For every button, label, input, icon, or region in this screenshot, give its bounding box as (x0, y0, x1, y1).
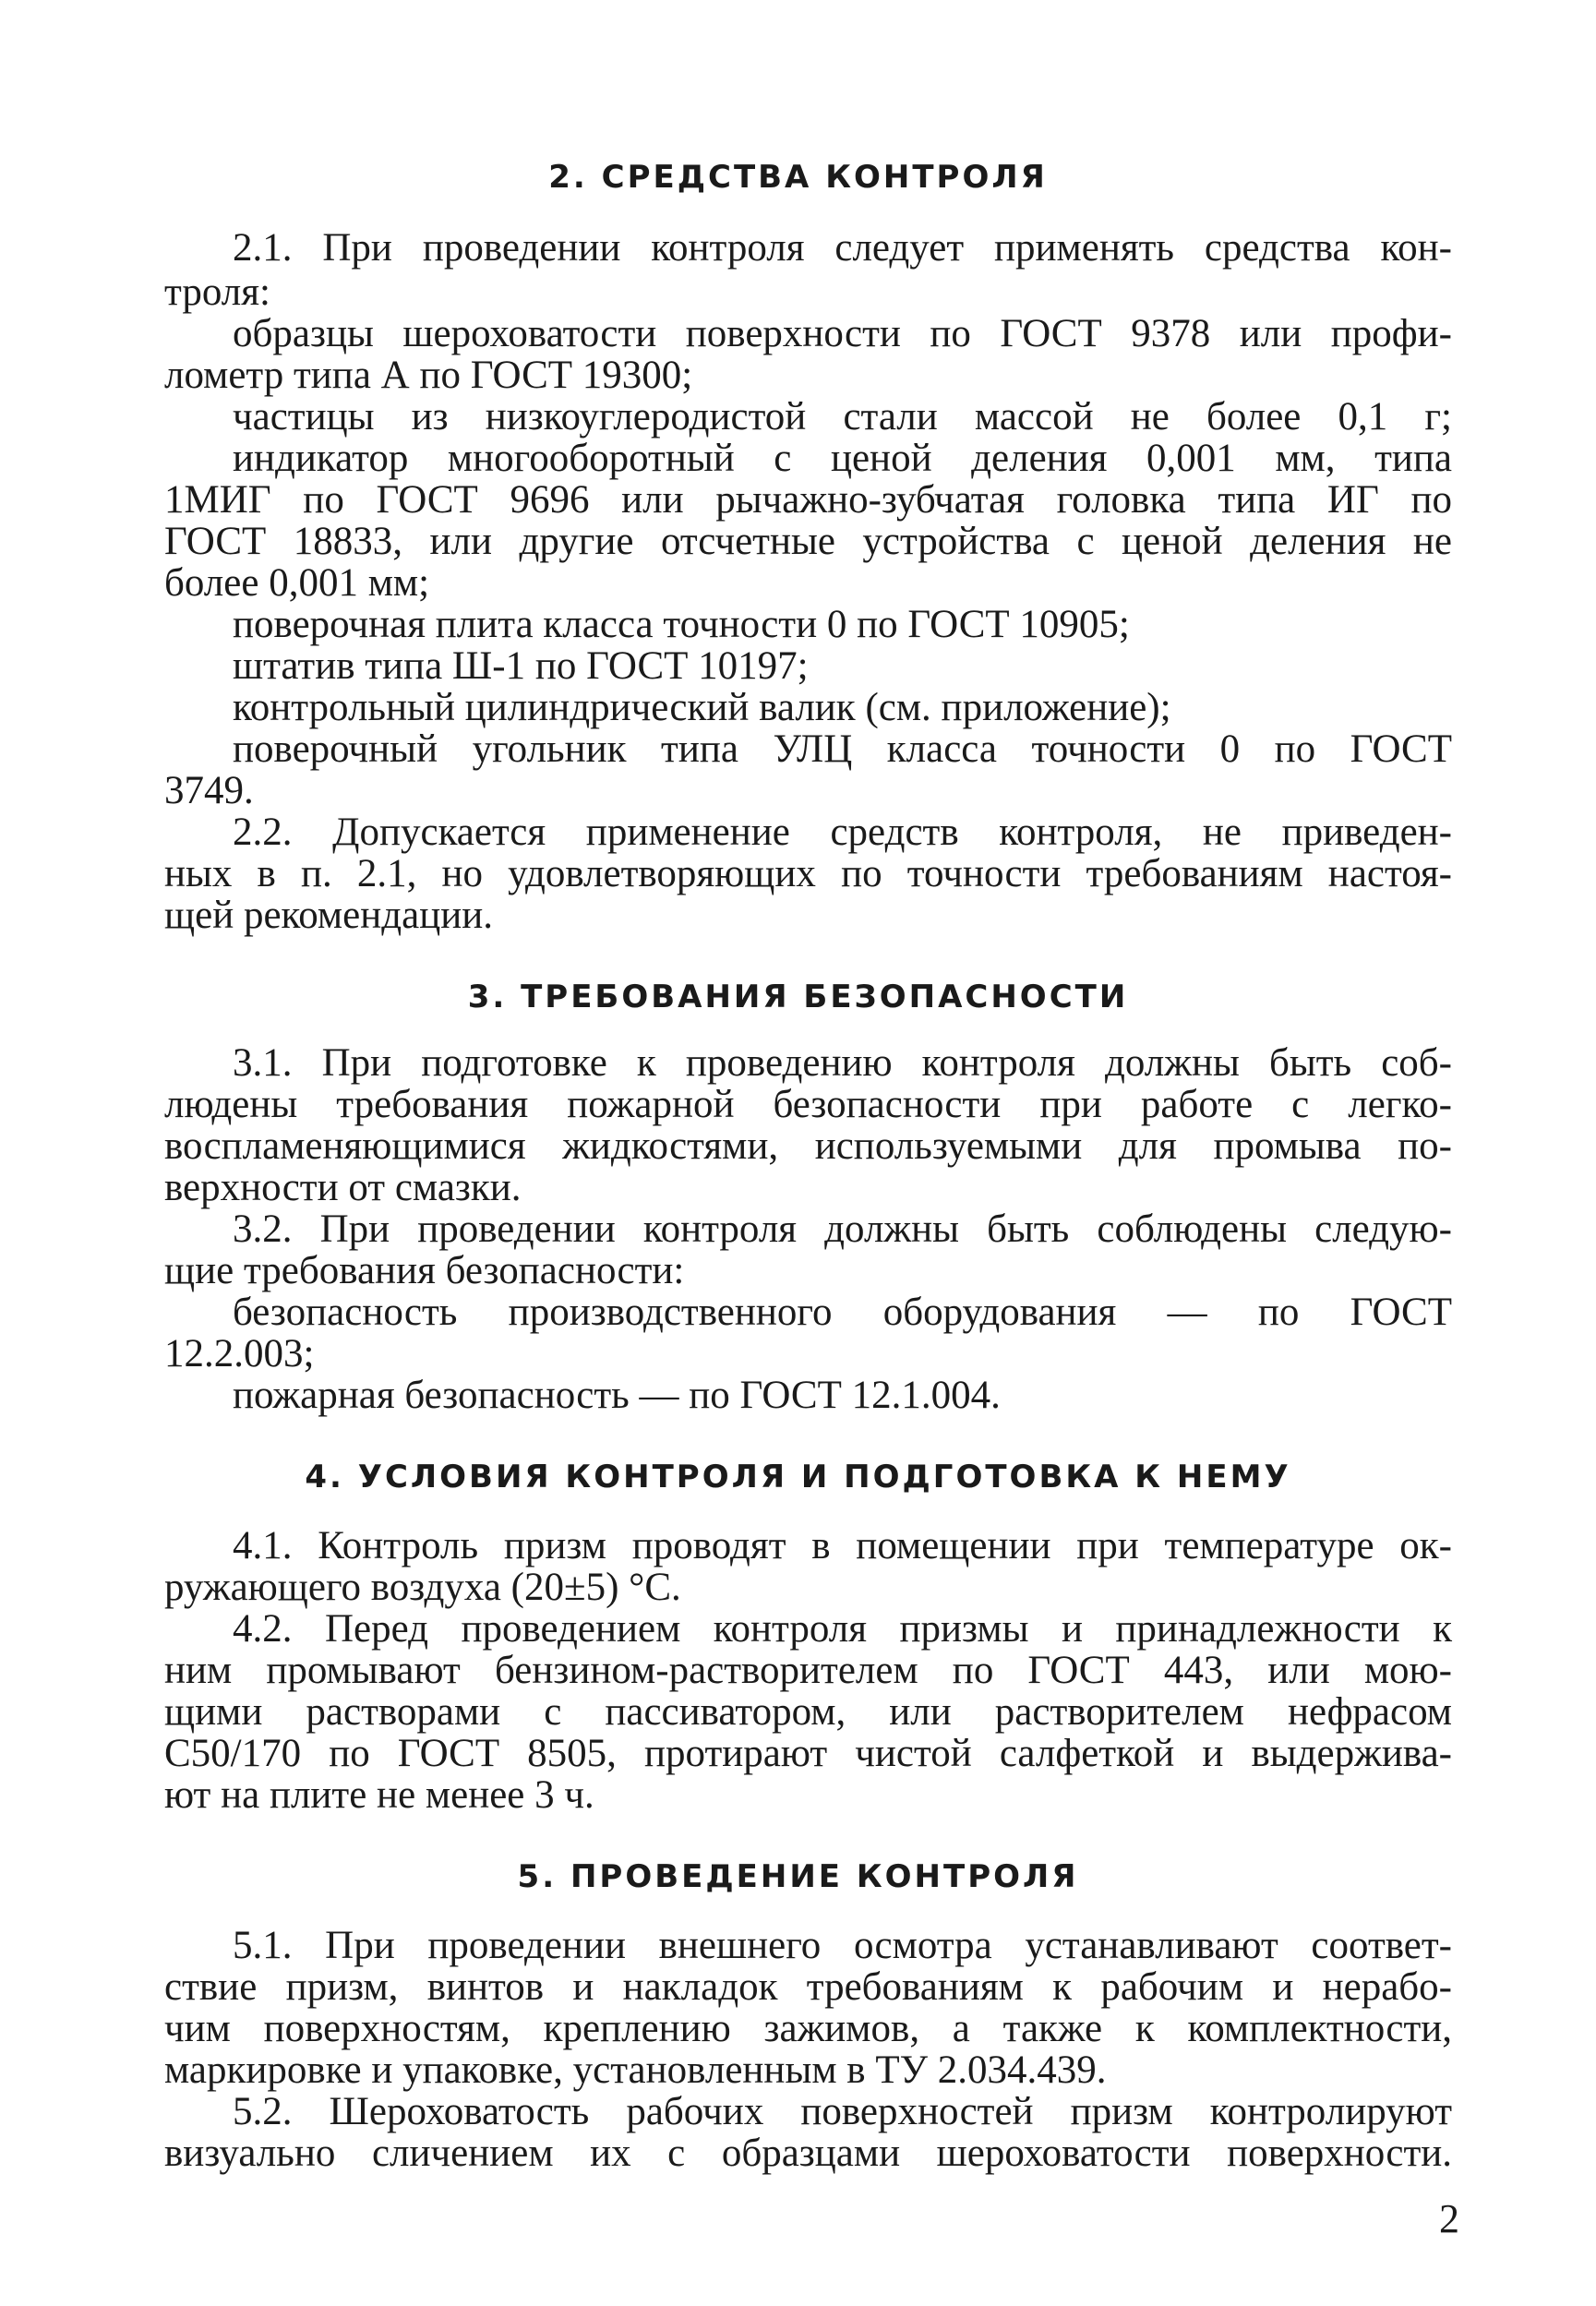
page-number: 2 (1439, 2196, 1459, 2241)
paragraph-line: щими растворами с пассиватором, или растворителем нефрасом (164, 1690, 1452, 1734)
paragraph-line: чим поверхностям, креплению зажимов, а также к комплектности, (164, 2007, 1452, 2050)
paragraph-line: штатив типа Ш-1 по ГОСТ 10197; (233, 644, 809, 688)
section-2-heading: 2. СРЕДСТВА КОНТРОЛЯ (548, 159, 1048, 196)
paragraph-line: С50/170 по ГОСТ 8505, протирают чистой салфеткой и выдержива- (164, 1732, 1452, 1775)
paragraph-line: 1МИГ по ГОСТ 9696 или рычажно-зубчатая головка типа ИГ по (164, 478, 1452, 522)
paragraph-line: верхности от смазки. (164, 1166, 522, 1209)
paragraph-line: 4.1. Контроль призм проводят в помещении при температуре ок- (233, 1524, 1452, 1567)
paragraph-line: 4.2. Перед проведением контроля призмы и принадлежности к (233, 1607, 1452, 1651)
section-5-heading: 5. ПРОВЕДЕНИЕ КОНТРОЛЯ (517, 1858, 1079, 1895)
paragraph-line: ним промывают бензином-растворителем по ГОСТ 443, или мою- (164, 1649, 1452, 1692)
paragraph-line: маркировке и упаковке, установленным в ТУ 2.034.439. (164, 2048, 1107, 2092)
paragraph-line: частицы из низкоуглеродистой стали массой не более 0,1 г; (233, 395, 1452, 438)
paragraph-line: поверочная плита класса точности 0 по ГОСТ 10905; (233, 603, 1130, 646)
paragraph-line: ных в п. 2.1, но удовлетворяющих по точности требованиям настоя- (164, 852, 1452, 895)
paragraph-line: пожарная безопасность — по ГОСТ 12.1.004. (233, 1374, 1001, 1417)
paragraph-line: контрольный цилиндрический валик (см. приложение); (233, 686, 1171, 729)
section-4-heading: 4. УСЛОВИЯ КОНТРОЛЯ И ПОДГОТОВКА К НЕМУ (305, 1459, 1291, 1495)
paragraph-line: поверочный угольник типа УЛЦ класса точности 0 по ГОСТ (233, 727, 1452, 771)
paragraph-line: людены требования пожарной безопасности при работе с легко- (164, 1083, 1452, 1126)
paragraph-line: индикатор многооборотный с ценой деления 0,001 мм, типа (233, 437, 1452, 480)
paragraph-line: 2.2. Допускается применение средств контроля, не приведен- (233, 811, 1452, 854)
paragraph-line: щей рекомендации. (164, 894, 493, 937)
paragraph-line: ют на плите не менее 3 ч. (164, 1773, 594, 1817)
paragraph-line: 2.1. При проведении контроля следует применять средства кон- (233, 226, 1452, 270)
paragraph-line: щие требования безопасности: (164, 1249, 685, 1292)
paragraph-line: 3749. (164, 769, 254, 812)
paragraph-line: троля: (164, 270, 270, 314)
paragraph-line: ствие призм, винтов и накладок требованиям к рабочим и нерабо- (164, 1965, 1452, 2009)
paragraph-line: лометр типа А по ГОСТ 19300; (164, 354, 693, 397)
paragraph-line: воспламеняющимися жидкостями, используемыми для промыва по- (164, 1124, 1452, 1168)
paragraph-line: 5.2. Шероховатость рабочих поверхностей призм контролируют (233, 2090, 1452, 2133)
paragraph-line: ГОСТ 18833, или другие отсчетные устройства с ценой деления не (164, 520, 1452, 563)
paragraph-line: 5.1. При проведении внешнего осмотра устанавливают соответ- (233, 1924, 1452, 1967)
section-3-heading: 3. ТРЕБОВАНИЯ БЕЗОПАСНОСТИ (467, 979, 1129, 1015)
paragraph-line: более 0,001 мм; (164, 561, 430, 605)
paragraph-line: 12.2.003; (164, 1332, 315, 1375)
paragraph-line: ружающего воздуха (20±5) °C. (164, 1566, 681, 1609)
paragraph-line: 3.2. При проведении контроля должны быть соблюдены следую- (233, 1207, 1452, 1251)
paragraph-line: безопасность производственного оборудования — по ГОСТ (233, 1291, 1452, 1334)
paragraph-line: образцы шероховатости поверхности по ГОСТ 9378 или профи- (233, 312, 1452, 355)
paragraph-line: визуально сличением их с образцами шероховатости поверхности. (164, 2132, 1452, 2175)
paragraph-line: 3.1. При подготовке к проведению контроля должны быть соб- (233, 1041, 1452, 1085)
